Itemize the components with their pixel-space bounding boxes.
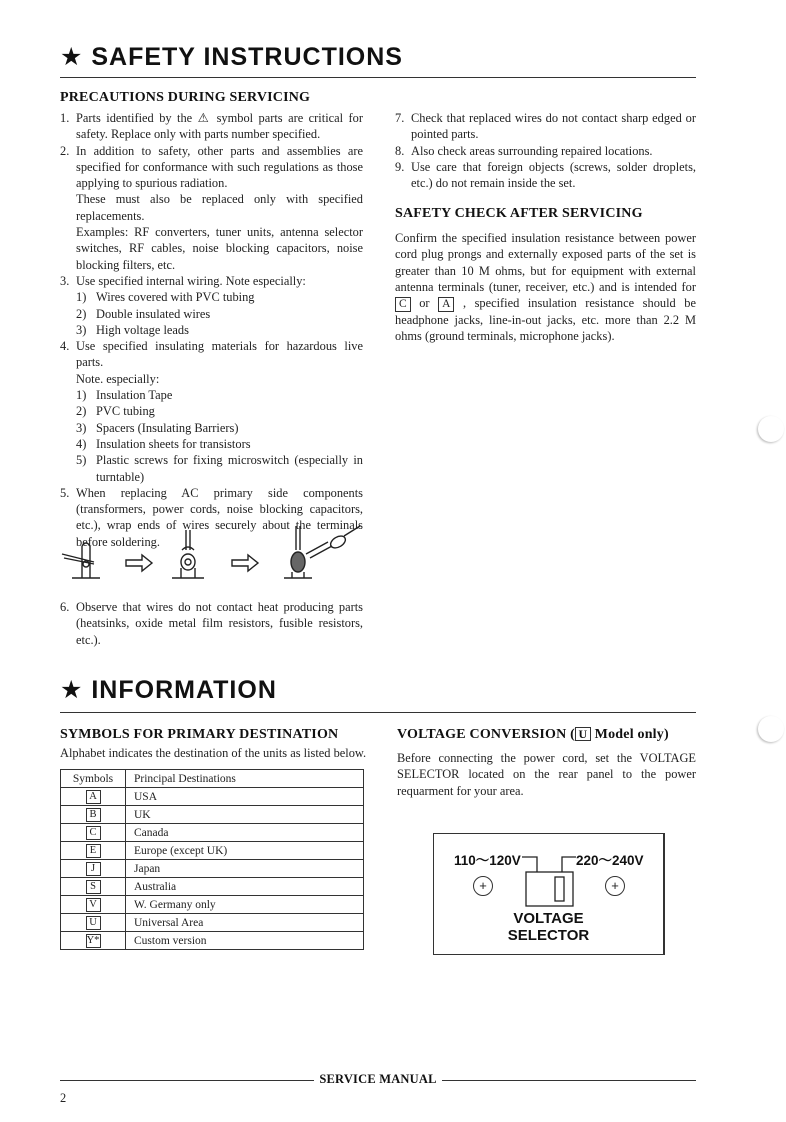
destination-tag-c: C: [395, 297, 411, 312]
safety-check-text: [395, 230, 696, 345]
destination-table: [60, 769, 364, 950]
sub-item-number: 3): [76, 322, 87, 337]
safety-check-or: or: [419, 296, 430, 311]
table-row: [61, 878, 364, 896]
sub-item: [76, 289, 363, 305]
information-title-rule: [60, 712, 696, 713]
sub-item-text: Insulation Tape: [96, 388, 173, 403]
sub-item: [76, 322, 363, 338]
sub-item-text: Plastic screws for fixing microswitch (especially in turntable): [96, 453, 363, 484]
terminal-wire-icon: [62, 543, 100, 578]
destination-tag: B: [86, 808, 101, 822]
precautions-heading: PRECAUTIONS DURING SERVICING: [60, 90, 311, 105]
page-number: 2: [60, 1091, 67, 1105]
precaution-item: [395, 159, 696, 192]
safety-title-rule: [60, 77, 696, 78]
item-number: 6.: [60, 600, 70, 614]
symbol-cell: [61, 788, 126, 806]
item-number: 3.: [60, 273, 70, 288]
destination-tag: J: [86, 862, 101, 876]
voltage-heading: [397, 727, 669, 743]
table-row: [61, 806, 364, 824]
binder-hole-mark: [758, 716, 784, 742]
item-number: 5.: [60, 485, 70, 500]
item-number: 7.: [395, 111, 405, 125]
symbol-cell: [61, 842, 126, 860]
table-row: [61, 896, 364, 914]
destination-tag-u: U: [575, 727, 591, 741]
sub-item-number: 4): [76, 436, 87, 451]
voltage-text: Before connecting the power cord, set the VOLTAGE SELECTOR located on the rear panel to the power requarment for your area.: [397, 751, 696, 798]
plus-terminal-icon: +: [473, 876, 493, 896]
destination-cell: Japan: [126, 860, 364, 878]
item-text: Use specified internal wiring. Note especially:: [76, 273, 306, 288]
item-text: Check that replaced wires do not contact sharp edged or pointed parts.: [411, 111, 696, 142]
symbols-heading: SYMBOLS FOR PRIMARY DESTINATION: [60, 727, 339, 742]
precautions-list-continued: [395, 110, 696, 191]
sub-item-text: PVC tubing: [96, 404, 155, 419]
sub-item: [76, 436, 363, 452]
sub-item: [76, 403, 363, 419]
destination-cell: Australia: [126, 878, 364, 896]
item-number: 9.: [395, 159, 405, 174]
table-row: [61, 788, 364, 806]
sub-item-text: Wires covered with PVC tubing: [96, 290, 255, 305]
symbol-cell: [61, 824, 126, 842]
destination-cell: Custom version: [126, 932, 364, 950]
precaution-item: [395, 110, 696, 143]
sub-item-number: 1): [76, 388, 87, 403]
destination-tag: C: [86, 826, 101, 840]
sub-item: [76, 306, 363, 322]
destination-tag: V: [86, 898, 101, 912]
sub-item: [76, 420, 363, 436]
sub-item-text: Insulation sheets for transistors: [96, 436, 251, 451]
soldering-iron-icon: [284, 526, 360, 578]
wrapped-terminal-icon: [172, 530, 204, 578]
item-text: Use care that foreign objects (screws, solder droplets, etc.) do not remain inside the set.: [411, 159, 696, 191]
symbol-cell: [61, 932, 126, 950]
table-header-row: [61, 770, 364, 788]
precautions-list: [60, 110, 363, 550]
safety-check-text-b: , specified insulation resistance should be headphone jacks, line-in-out jacks, etc. more than 2.2 M ohms (ground terminals, microphone jacks).: [395, 296, 696, 344]
voltage-heading-text-b: Model only): [590, 727, 669, 742]
table-header-destinations: Principal Destinations: [126, 770, 364, 788]
sub-item-text: Double insulated wires: [96, 306, 211, 321]
sub-item-text: High voltage leads: [96, 322, 189, 337]
precaution-item: [60, 110, 363, 143]
destination-cell: Europe (except UK): [126, 842, 364, 860]
destination-tag: E: [86, 844, 101, 858]
footer-rule-right: [442, 1080, 696, 1081]
item-text: Parts identified by the ⚠ symbol parts are critical for safety. Replace only with parts number specified.: [76, 111, 363, 142]
precaution-item-6: [60, 599, 363, 648]
destination-cell: UK: [126, 806, 364, 824]
table-row: [61, 914, 364, 932]
voltage-label-low: 110～120V: [454, 853, 521, 868]
binder-hole-mark: [758, 416, 784, 442]
destination-cell: W. Germany only: [126, 896, 364, 914]
item-number: 8.: [395, 143, 405, 158]
item-text: When replacing AC primary side components (transformers, power cords, noise blocking capacitors, etc.), wrap ends of wires securely about the terminals before soldering.: [76, 485, 363, 549]
symbol-cell: [61, 914, 126, 932]
symbol-cell: [61, 878, 126, 896]
voltage-label-high: 220～240V: [576, 853, 644, 868]
symbol-cell: [61, 860, 126, 878]
precaution-item: [60, 273, 363, 338]
item-text: Examples: RF converters, tuner units, antenna selector switches, RF cables, noise blocking capacitors, noise blocking filters, etc.: [76, 225, 363, 272]
sub-item-number: 5): [76, 453, 87, 468]
symbol-cell: [61, 806, 126, 824]
sub-item-text: Spacers (Insulating Barriers): [96, 420, 239, 435]
destination-tag: A: [86, 790, 101, 804]
plus-terminal-icon: +: [605, 876, 625, 896]
destination-tag-a: A: [438, 297, 454, 312]
symbol-cell: [61, 896, 126, 914]
item-text: Note. especially:: [76, 371, 160, 386]
sub-item-number: 3): [76, 420, 87, 435]
item-text: Use specified insulating materials for hazardous live parts.: [76, 339, 363, 370]
table-row: [61, 842, 364, 860]
precaution-item: [395, 143, 696, 159]
safety-section-title: ★ SAFETY INSTRUCTIONS: [60, 43, 403, 71]
arrow-right-icon: [126, 555, 152, 571]
voltage-heading-text-a: VOLTAGE CONVERSION (: [397, 727, 575, 742]
item-text: In addition to safety, other parts and assemblies are specified for conformance with such regulations as those applying to spurious radiation.: [76, 143, 363, 191]
item-number: 4.: [60, 339, 70, 354]
destination-tag: Y*: [86, 934, 100, 946]
item-number: 2.: [60, 143, 70, 158]
footer-rule-left: [60, 1080, 314, 1081]
safety-check-text-a: Confirm the specified insulation resistance between power cord plug prongs and externally exposed parts of the set is greater than 10 M ohms, but for equipment with external antenna terminals (tuner, receiver, etc.) and is intended for: [395, 231, 696, 294]
soldering-illustration: [60, 520, 370, 585]
sub-item-number: 2): [76, 404, 87, 419]
voltage-selector-diagram: [433, 833, 665, 955]
destination-cell: Universal Area: [126, 914, 364, 932]
destination-tag: U: [86, 916, 101, 930]
selector-caption-2: SELECTOR: [507, 927, 590, 944]
table-row: [61, 824, 364, 842]
item-text: Also check areas surrounding repaired locations.: [411, 143, 653, 158]
item-text: These must also be replaced only with specified replacements.: [76, 192, 363, 223]
symbols-intro: Alphabet indicates the destination of the units as listed below.: [60, 746, 367, 760]
destination-tag: S: [86, 880, 101, 894]
sub-item: [76, 452, 363, 485]
item-number: 1.: [60, 111, 70, 125]
table-row: [61, 932, 364, 950]
sub-item-number: 2): [76, 306, 87, 321]
arrow-right-icon: [232, 555, 258, 571]
destination-cell: Canada: [126, 824, 364, 842]
footer-label: SERVICE MANUAL: [319, 1072, 437, 1086]
safety-check-heading: SAFETY CHECK AFTER SERVICING: [395, 206, 643, 221]
table-row: [61, 860, 364, 878]
precaution-item: [60, 143, 363, 273]
selector-caption-1: VOLTAGE: [513, 910, 584, 927]
table-header-symbols: Symbols: [61, 770, 126, 788]
precaution-item: [60, 338, 363, 485]
destination-cell: USA: [126, 788, 364, 806]
sub-item: [76, 387, 363, 403]
information-section-title: ★ INFORMATION: [60, 676, 277, 704]
item-text: Observe that wires do not contact heat producing parts (heatsinks, oxide metal film resistors, fusible resistors, etc.).: [76, 600, 363, 647]
sub-item-number: 1): [76, 290, 87, 305]
